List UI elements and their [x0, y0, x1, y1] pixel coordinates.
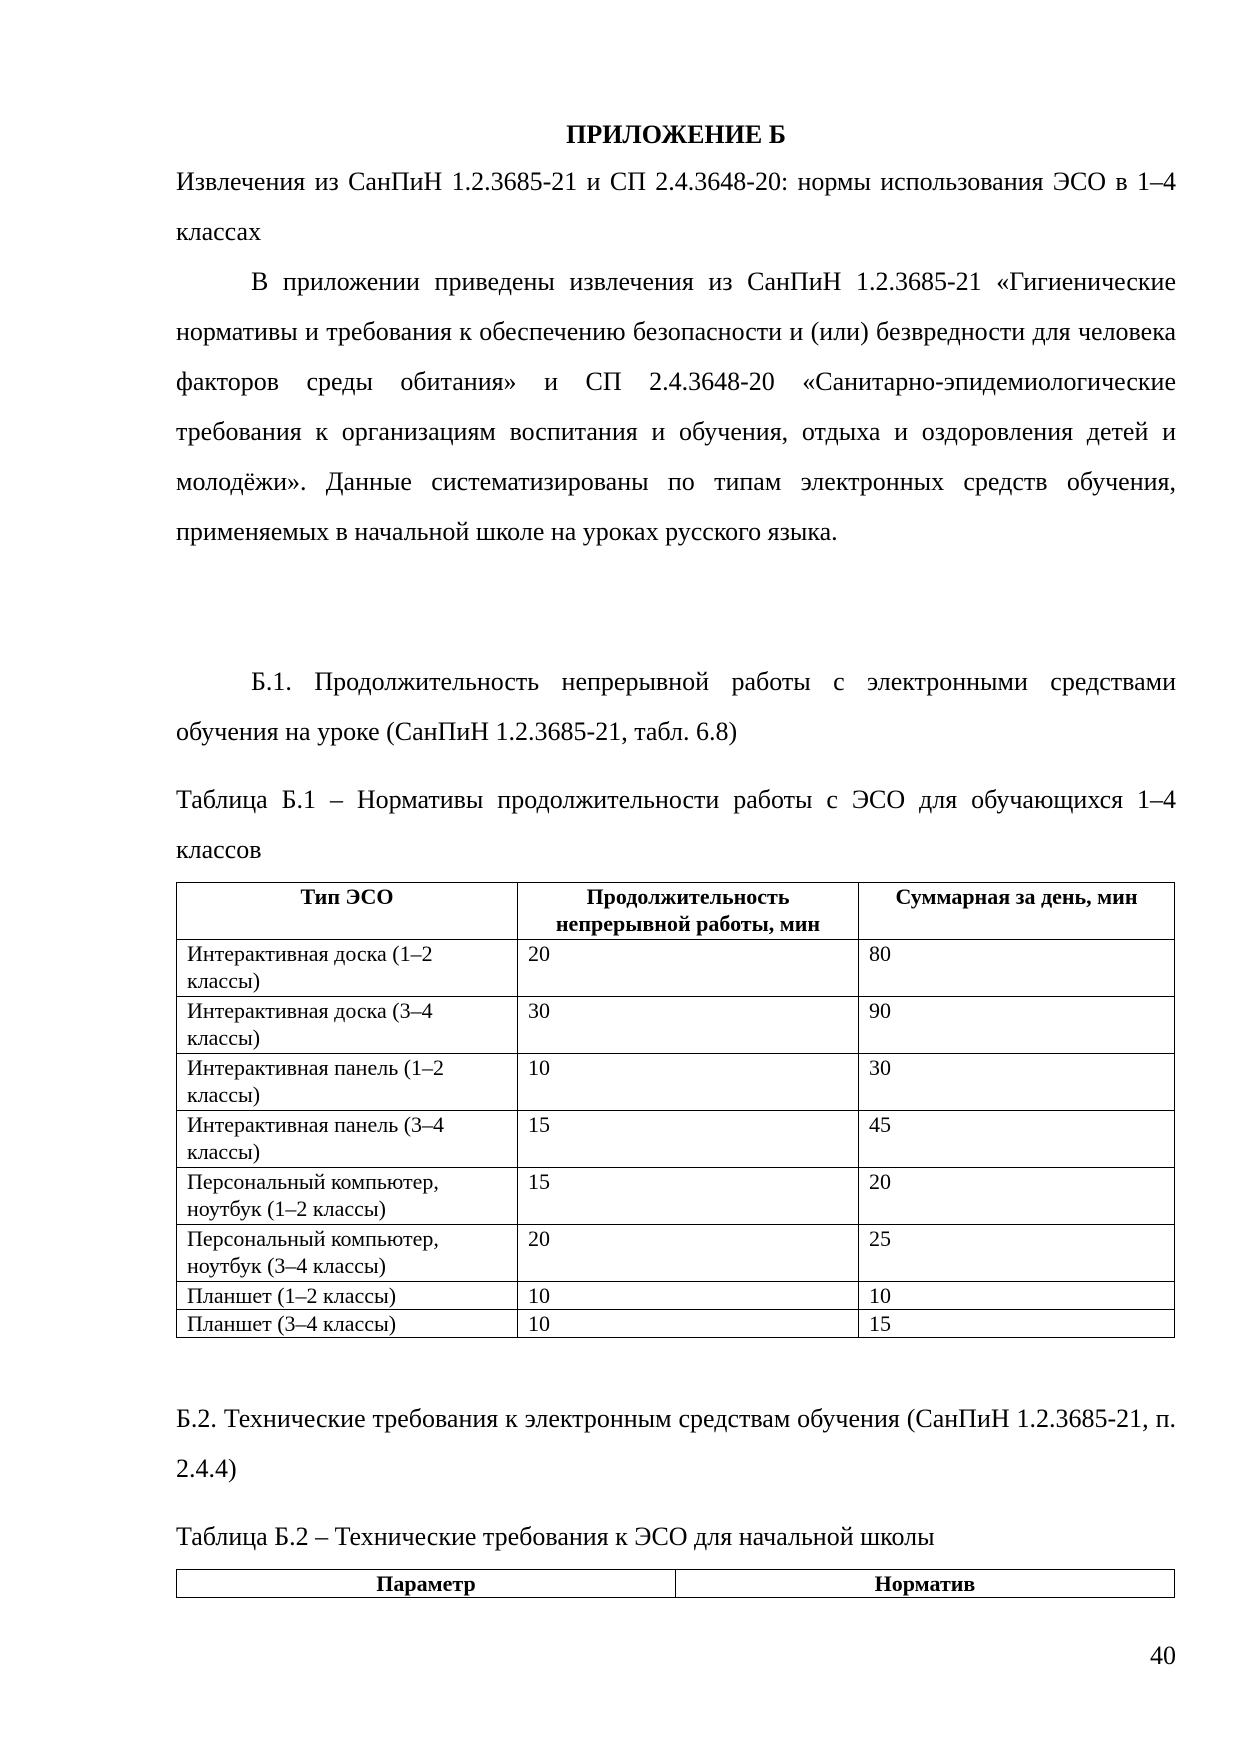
table-cell: Интерактивная доска (3–4 классы)	[177, 997, 518, 1054]
table-cell: 10	[518, 1282, 859, 1310]
table-cell: 45	[859, 1111, 1175, 1168]
table-cell: Персональный компьютер, ноутбук (1–2 классы)	[177, 1168, 518, 1225]
table-cell: 15	[859, 1310, 1175, 1338]
appendix-heading: ПРИЛОЖЕНИЕ Б	[566, 120, 786, 149]
table-cell: 80	[859, 940, 1175, 997]
section-b2-heading: Б.2. Технические требования к электронным средствам обучения (СанПиН 1.2.3685-21, п. 2.4.4)	[176, 1404, 1176, 1483]
table-b1	[176, 882, 1175, 1338]
table-header-row	[177, 1570, 1175, 1598]
header-cell: Тип ЭСО	[177, 883, 518, 940]
header-cell: Продолжительность непрерывной работы, мин	[518, 883, 859, 940]
table-cell: 10	[518, 1054, 859, 1111]
table-row	[177, 940, 1175, 997]
header-cell: Параметр	[177, 1570, 676, 1598]
table-row	[177, 1225, 1175, 1282]
table-cell: 25	[859, 1225, 1175, 1282]
table-cell: Интерактивная панель (3–4 классы)	[177, 1111, 518, 1168]
page-number: 40	[1150, 1641, 1176, 1670]
table-row	[177, 1111, 1175, 1168]
appendix-subtitle: Извлечения из СанПиН 1.2.3685-21 и СП 2.4.3648-20: нормы использования ЭСО в 1–4 классах	[176, 167, 1176, 246]
table-b2	[176, 1569, 1175, 1598]
table-row	[177, 1054, 1175, 1111]
table-row	[177, 1282, 1175, 1310]
table-row	[177, 1310, 1175, 1338]
table-cell: 10	[859, 1282, 1175, 1310]
table-cell: Планшет (1–2 классы)	[177, 1282, 518, 1310]
table-cell: Планшет (3–4 классы)	[177, 1310, 518, 1338]
table-cell: 20	[518, 1225, 859, 1282]
table-cell: 20	[518, 940, 859, 997]
header-cell: Норматив	[676, 1570, 1175, 1598]
table-row	[177, 1168, 1175, 1225]
table-cell: 15	[518, 1168, 859, 1225]
intro-paragraph: В приложении приведены извлечения из СанПиН 1.2.3685-21 «Гигиенические нормативы и требования к обеспечению безопасности и (или) безвредности для человека факторов среды обитания» и СП 2.4.3648-20 «Санитарно-эпидемиологические требования к организациям воспитания и обучения, отдыха и оздоровления детей и молодёжи». Данные систематизированы по типам электронных средств обучения, применяемых в начальной школе на уроках русского языка.	[176, 267, 1176, 546]
table-b1-caption: Таблица Б.1 – Нормативы продолжительности работы с ЭСО для обучающихся 1–4 классов	[176, 785, 1176, 864]
table-cell: 30	[518, 997, 859, 1054]
table-row	[177, 997, 1175, 1054]
table-cell: 15	[518, 1111, 859, 1168]
table-header-row	[177, 883, 1175, 940]
section-b1-heading: Б.1. Продолжительность непрерывной работы с электронными средствами обучения на уроке (СанПиН 1.2.3685-21, табл. 6.8)	[176, 667, 1176, 746]
table-cell: Интерактивная доска (1–2 классы)	[177, 940, 518, 997]
header-cell: Суммарная за день, мин	[859, 883, 1175, 940]
table-cell: Интерактивная панель (1–2 классы)	[177, 1054, 518, 1111]
table-cell: 90	[859, 997, 1175, 1054]
table-cell: Персональный компьютер, ноутбук (3–4 классы)	[177, 1225, 518, 1282]
table-cell: 10	[518, 1310, 859, 1338]
table-cell: 30	[859, 1054, 1175, 1111]
table-b2-caption: Таблица Б.2 – Технические требования к ЭСО для начальной школы	[176, 1522, 935, 1551]
table-cell: 20	[859, 1168, 1175, 1225]
